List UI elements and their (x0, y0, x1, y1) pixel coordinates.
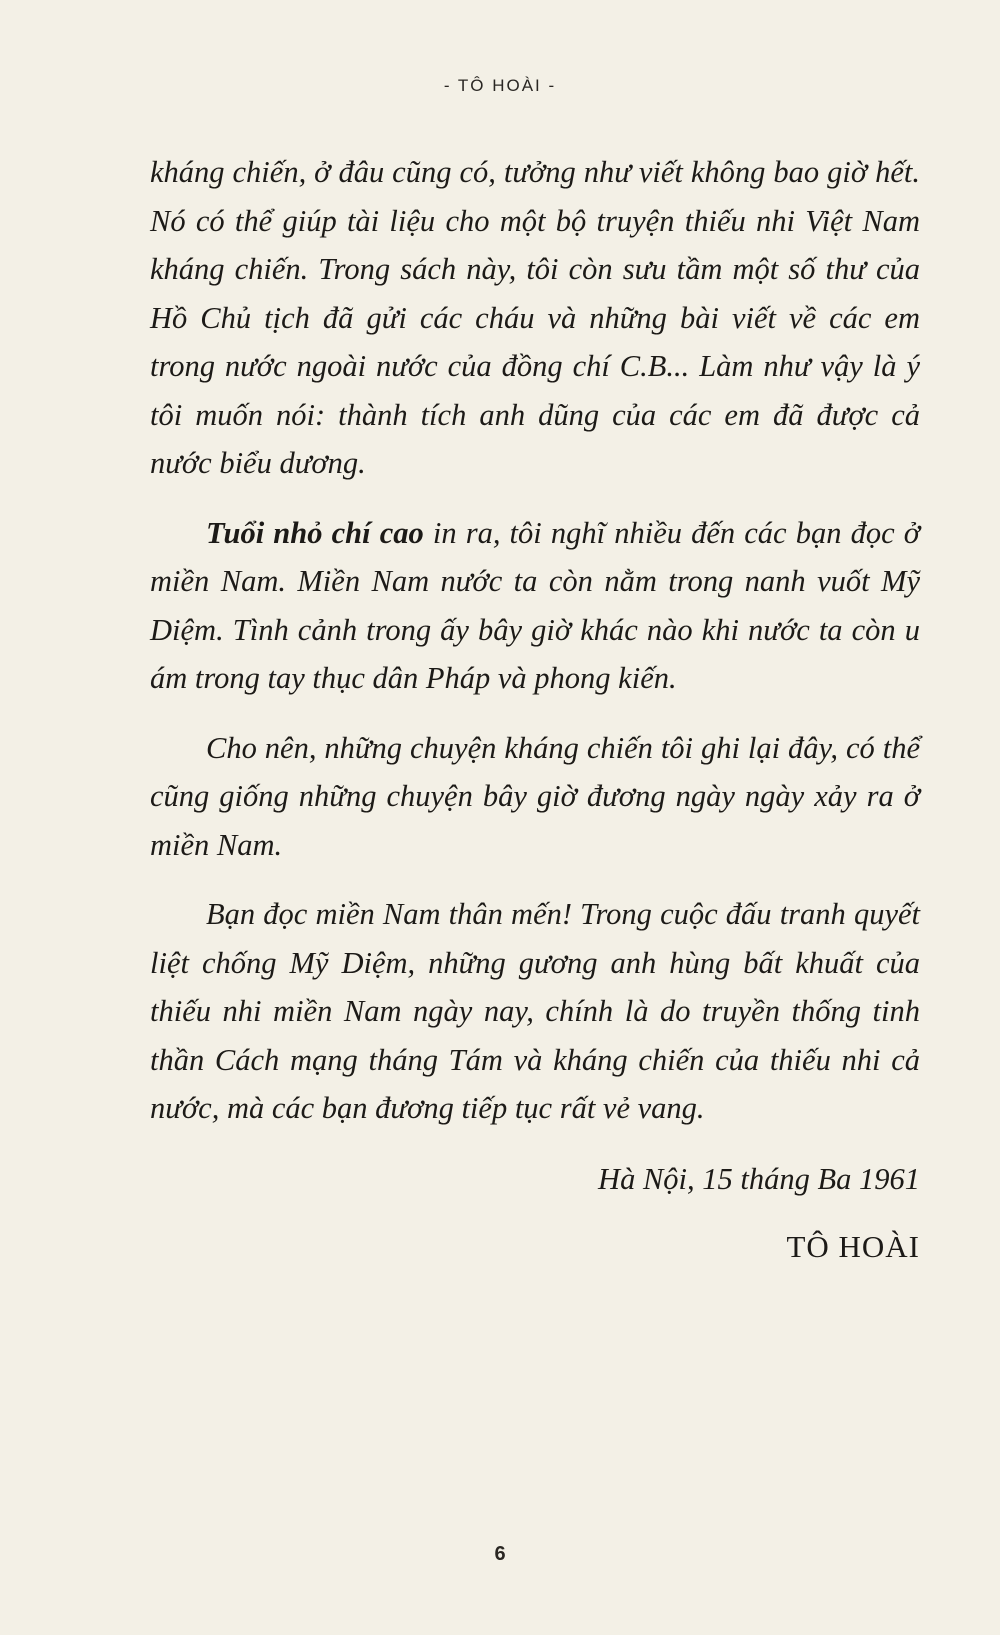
paragraph-2-text: in ra, tôi nghĩ nhiều đến các bạn đọc ở miền Nam. Miền Nam nước ta còn nằm trong nanh vuốt Mỹ Diệm. Tình cảnh trong ấy bây giờ khác nào khi nước ta còn u ám trong tay thục dân Pháp và phong kiến. (150, 515, 921, 695)
paragraph-1: kháng chiến, ở đâu cũng có, tưởng như viết không bao giờ hết. Nó có thể giúp tài liệu cho một bộ truyện thiếu nhi Việt Nam kháng chiến. Trong sách này, tôi còn sưu tầm một số thư của Hồ Chủ tịch đã gửi các cháu và những bài viết về các em trong nước ngoài nước của đồng chí C.B... Làm như vậy là ý tôi muốn nói: thành tích anh dũng của các em đã được cả nước biểu dương. (150, 155, 920, 480)
paragraph-4: Bạn đọc miền Nam thân mến! Trong cuộc đấu tranh quyết liệt chống Mỹ Diệm, những gương anh hùng bất khuất của thiếu nhi miền Nam ngày nay, chính là do truyền thống tinh thần Cách mạng tháng Tám và kháng chiến của thiếu nhi cả nước, mà các bạn đương tiếp tục rất vẻ vang. (150, 897, 920, 1125)
running-header: - TÔ HOÀI - (443, 76, 557, 95)
book-title: Tuổi nhỏ chí cao (206, 515, 424, 550)
page-number: 6 (494, 1543, 506, 1565)
paragraph-3: Cho nên, những chuyện kháng chiến tôi ghi lại đây, có thể cũng giống những chuyện bây giờ đương ngày ngày xảy ra ở miền Nam. (150, 730, 920, 862)
signoff-author: TÔ HOÀI (786, 1229, 920, 1264)
signoff-place-date: Hà Nội, 15 tháng Ba 1961 (598, 1161, 920, 1196)
body-text (150, 148, 920, 1272)
paragraph-2 (150, 509, 920, 703)
